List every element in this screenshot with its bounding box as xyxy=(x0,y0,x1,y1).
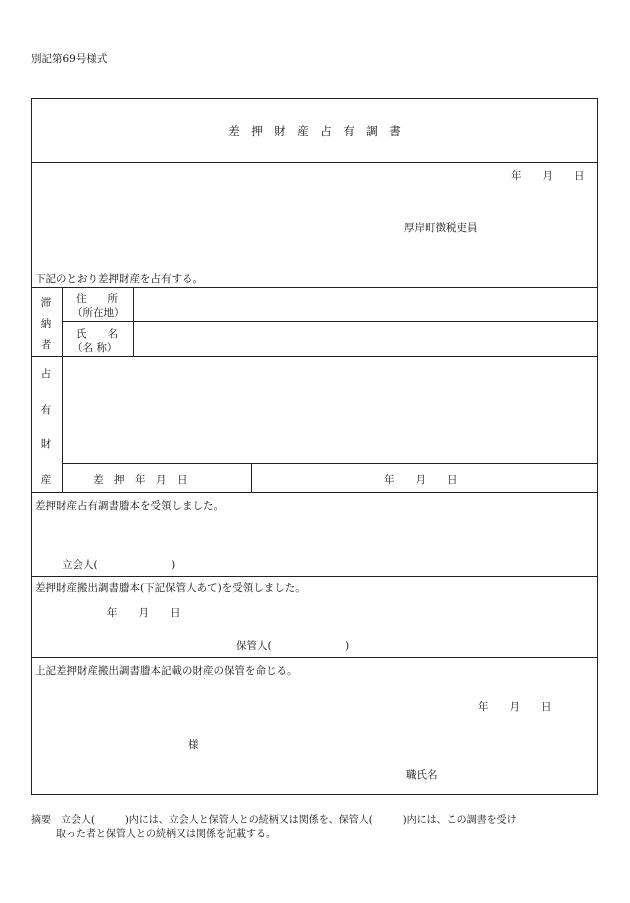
property-label-char: 占 xyxy=(40,368,52,380)
taxpayer-label-char: 滞 xyxy=(40,297,52,309)
property-label-char: 財 xyxy=(40,438,52,450)
official-name-label: 職氏名 xyxy=(406,769,438,781)
divider-receipt xyxy=(31,576,598,577)
receipt-text: 差押財産占有調書謄本を受領しました。 xyxy=(35,500,224,512)
divider-seizure-date xyxy=(31,492,598,493)
taxpayer-label-char: 納 xyxy=(40,318,52,330)
name-label-sub: （名 称） xyxy=(72,342,118,354)
order-date[interactable]: 年 月 日 xyxy=(478,701,552,713)
taxpayer-label-char: 者 xyxy=(40,339,52,351)
removal-text: 差押財産搬出調書謄本(下記保管人あて)を受領しました。 xyxy=(35,582,306,594)
seizure-date-value[interactable]: 年 月 日 xyxy=(384,474,458,486)
address-label: 住 所 xyxy=(76,293,118,305)
recipient-honorific: 様 xyxy=(188,739,199,751)
removal-date[interactable]: 年 月 日 xyxy=(107,607,181,619)
divider-property xyxy=(62,463,598,464)
header-date: 年 月 日 xyxy=(511,170,585,182)
seizure-date-label: 差 押 年 月 日 xyxy=(93,474,188,486)
property-label-char: 有 xyxy=(40,404,52,416)
address-field[interactable] xyxy=(134,288,597,321)
divider-removal xyxy=(31,657,598,658)
officer-title: 厚岸町徴税吏員 xyxy=(404,222,478,234)
form-number: 別記第69号様式 xyxy=(31,53,108,65)
name-label: 氏 名 xyxy=(76,328,118,340)
note-line: 取った者と保管人との続柄又は関係を記載する。 xyxy=(56,829,276,840)
name-field[interactable] xyxy=(134,322,597,356)
custodian-field[interactable]: 保管人( ) xyxy=(236,640,350,652)
property-label-char: 産 xyxy=(40,474,52,486)
page-title: 差 押 財 産 占 有 調 書 xyxy=(228,124,401,138)
statement-text: 下記のとおり差押財産を占有する。 xyxy=(35,273,203,285)
address-label-sub: （所在地） xyxy=(72,307,125,319)
order-text: 上記差押財産搬出調書謄本記載の財産の保管を命じる。 xyxy=(35,665,298,677)
divider-title xyxy=(31,162,598,163)
property-field[interactable] xyxy=(63,357,597,463)
note-line: 摘要 立会人( )内には、立会人と保管人との続柄又は関係を、保管人( )内には、この調書を受け xyxy=(31,815,517,826)
witness-field[interactable]: 立会人( ) xyxy=(62,559,176,571)
column-date-divider xyxy=(251,463,252,493)
